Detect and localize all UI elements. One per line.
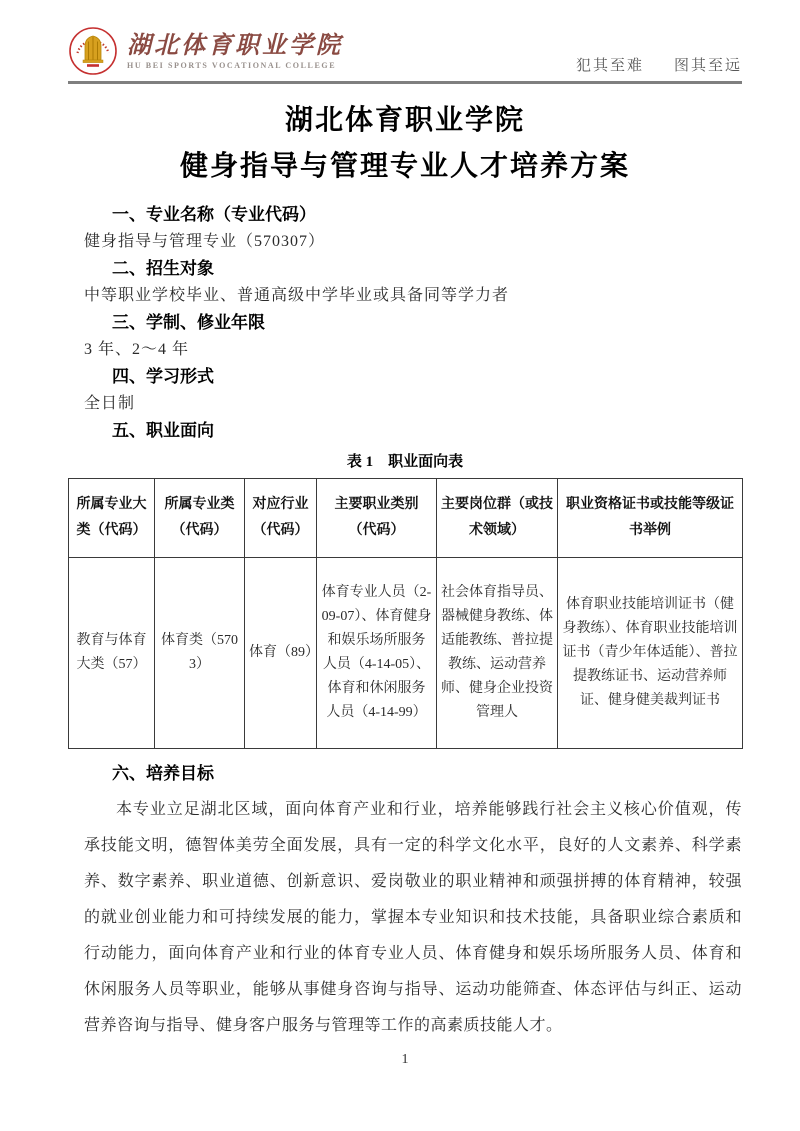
col-header-occupation-types: 主要职业类别（代码） <box>317 479 437 558</box>
section-6-heading: 六、培养目标 <box>112 764 214 783</box>
col-header-industry: 对应行业（代码） <box>245 479 317 558</box>
col-header-major-category: 所属专业大类（代码） <box>69 479 155 558</box>
section-1-heading: 一、专业名称（专业代码） <box>112 205 316 224</box>
section-4-heading: 四、学习形式 <box>112 367 214 386</box>
college-name-en: HU BEI SPORTS VOCATIONAL COLLEGE <box>127 60 337 70</box>
career-orientation-table <box>68 478 743 749</box>
section-2-body: 中等职业学校毕业、普通高级中学毕业或具备同等学力者 <box>84 287 510 304</box>
college-seal-icon <box>68 26 118 76</box>
page-header <box>68 26 742 84</box>
section-3-heading: 三、学制、修业年限 <box>112 313 265 332</box>
table-caption: 表 1 职业面向表 <box>346 454 464 470</box>
cell-occupation-types: 体育专业人员（2-09-07）、体育健身和娱乐场所服务人员（4-14-05）、体育和休闲服务人员（4-14-99） <box>317 558 437 749</box>
table-row <box>69 558 743 749</box>
motto-phrase-2: 图其至远 <box>673 58 742 74</box>
motto-phrase-1: 犯其至难 <box>575 58 644 74</box>
college-name-block <box>127 33 343 70</box>
title-line-1: 湖北体育职业学院 <box>284 104 525 135</box>
table-header-row <box>69 479 743 558</box>
cell-major-class: 体育类（5703） <box>155 558 245 749</box>
section-1-body: 健身指导与管理专业（570307） <box>84 233 326 250</box>
section-2-heading: 二、招生对象 <box>112 259 214 278</box>
section-4-body: 全日制 <box>84 395 136 412</box>
col-header-post-group: 主要岗位群（或技术领域） <box>437 479 558 558</box>
document-title <box>68 97 742 189</box>
title-line-2: 健身指导与管理专业人才培养方案 <box>179 150 630 181</box>
page-number: 1 <box>401 1052 409 1067</box>
sections <box>68 204 742 442</box>
section-5-heading: 五、职业面向 <box>112 421 214 440</box>
training-goal-paragraph: 本专业立足湖北区域，面向体育产业和行业，培养能够践行社会主义核心价值观，传承技能文明，德智体美劳全面发展，具有一定的科学文化水平，良好的人文素养、科学素养、数字素养、职业道德、创新意识、爱岗敬业的职业精神和顽强拼搏的体育精神，较强的就业创业能力和可持续发展的能力，掌握本专业知识和技术技能，具备职业综合素质和行动能力，面向体育产业和行业的体育专业人员、体育健身和娱乐场所服务人员、体育和休闲服务人员等职业，能够从事健身咨询与指导、运动功能筛查、体态评估与纠正、运动营养咨询与指导、健身客户服务与管理等工作的高素质技能人才。 <box>84 801 742 1034</box>
cell-industry: 体育（89） <box>245 558 317 749</box>
cell-major-category: 教育与体育大类（57） <box>69 558 155 749</box>
header-motto <box>576 54 742 75</box>
col-header-certificates: 职业资格证书或技能等级证书举例 <box>558 479 743 558</box>
col-header-major-class: 所属专业类（代码） <box>155 479 245 558</box>
college-logo <box>68 26 343 76</box>
section-3-body: 3 年、2～4 年 <box>84 341 190 358</box>
cell-post-group: 社会体育指导员、器械健身教练、体适能教练、普拉提教练、运动营养师、健身企业投资管理人 <box>437 558 558 749</box>
college-name-cn: 湖北体育职业学院 <box>127 32 343 59</box>
cell-certificates: 体育职业技能培训证书（健身教练）、体育职业技能培训证书（青少年体适能）、普拉提教练证书、运动营养师证、健身健美裁判证书 <box>558 558 743 749</box>
